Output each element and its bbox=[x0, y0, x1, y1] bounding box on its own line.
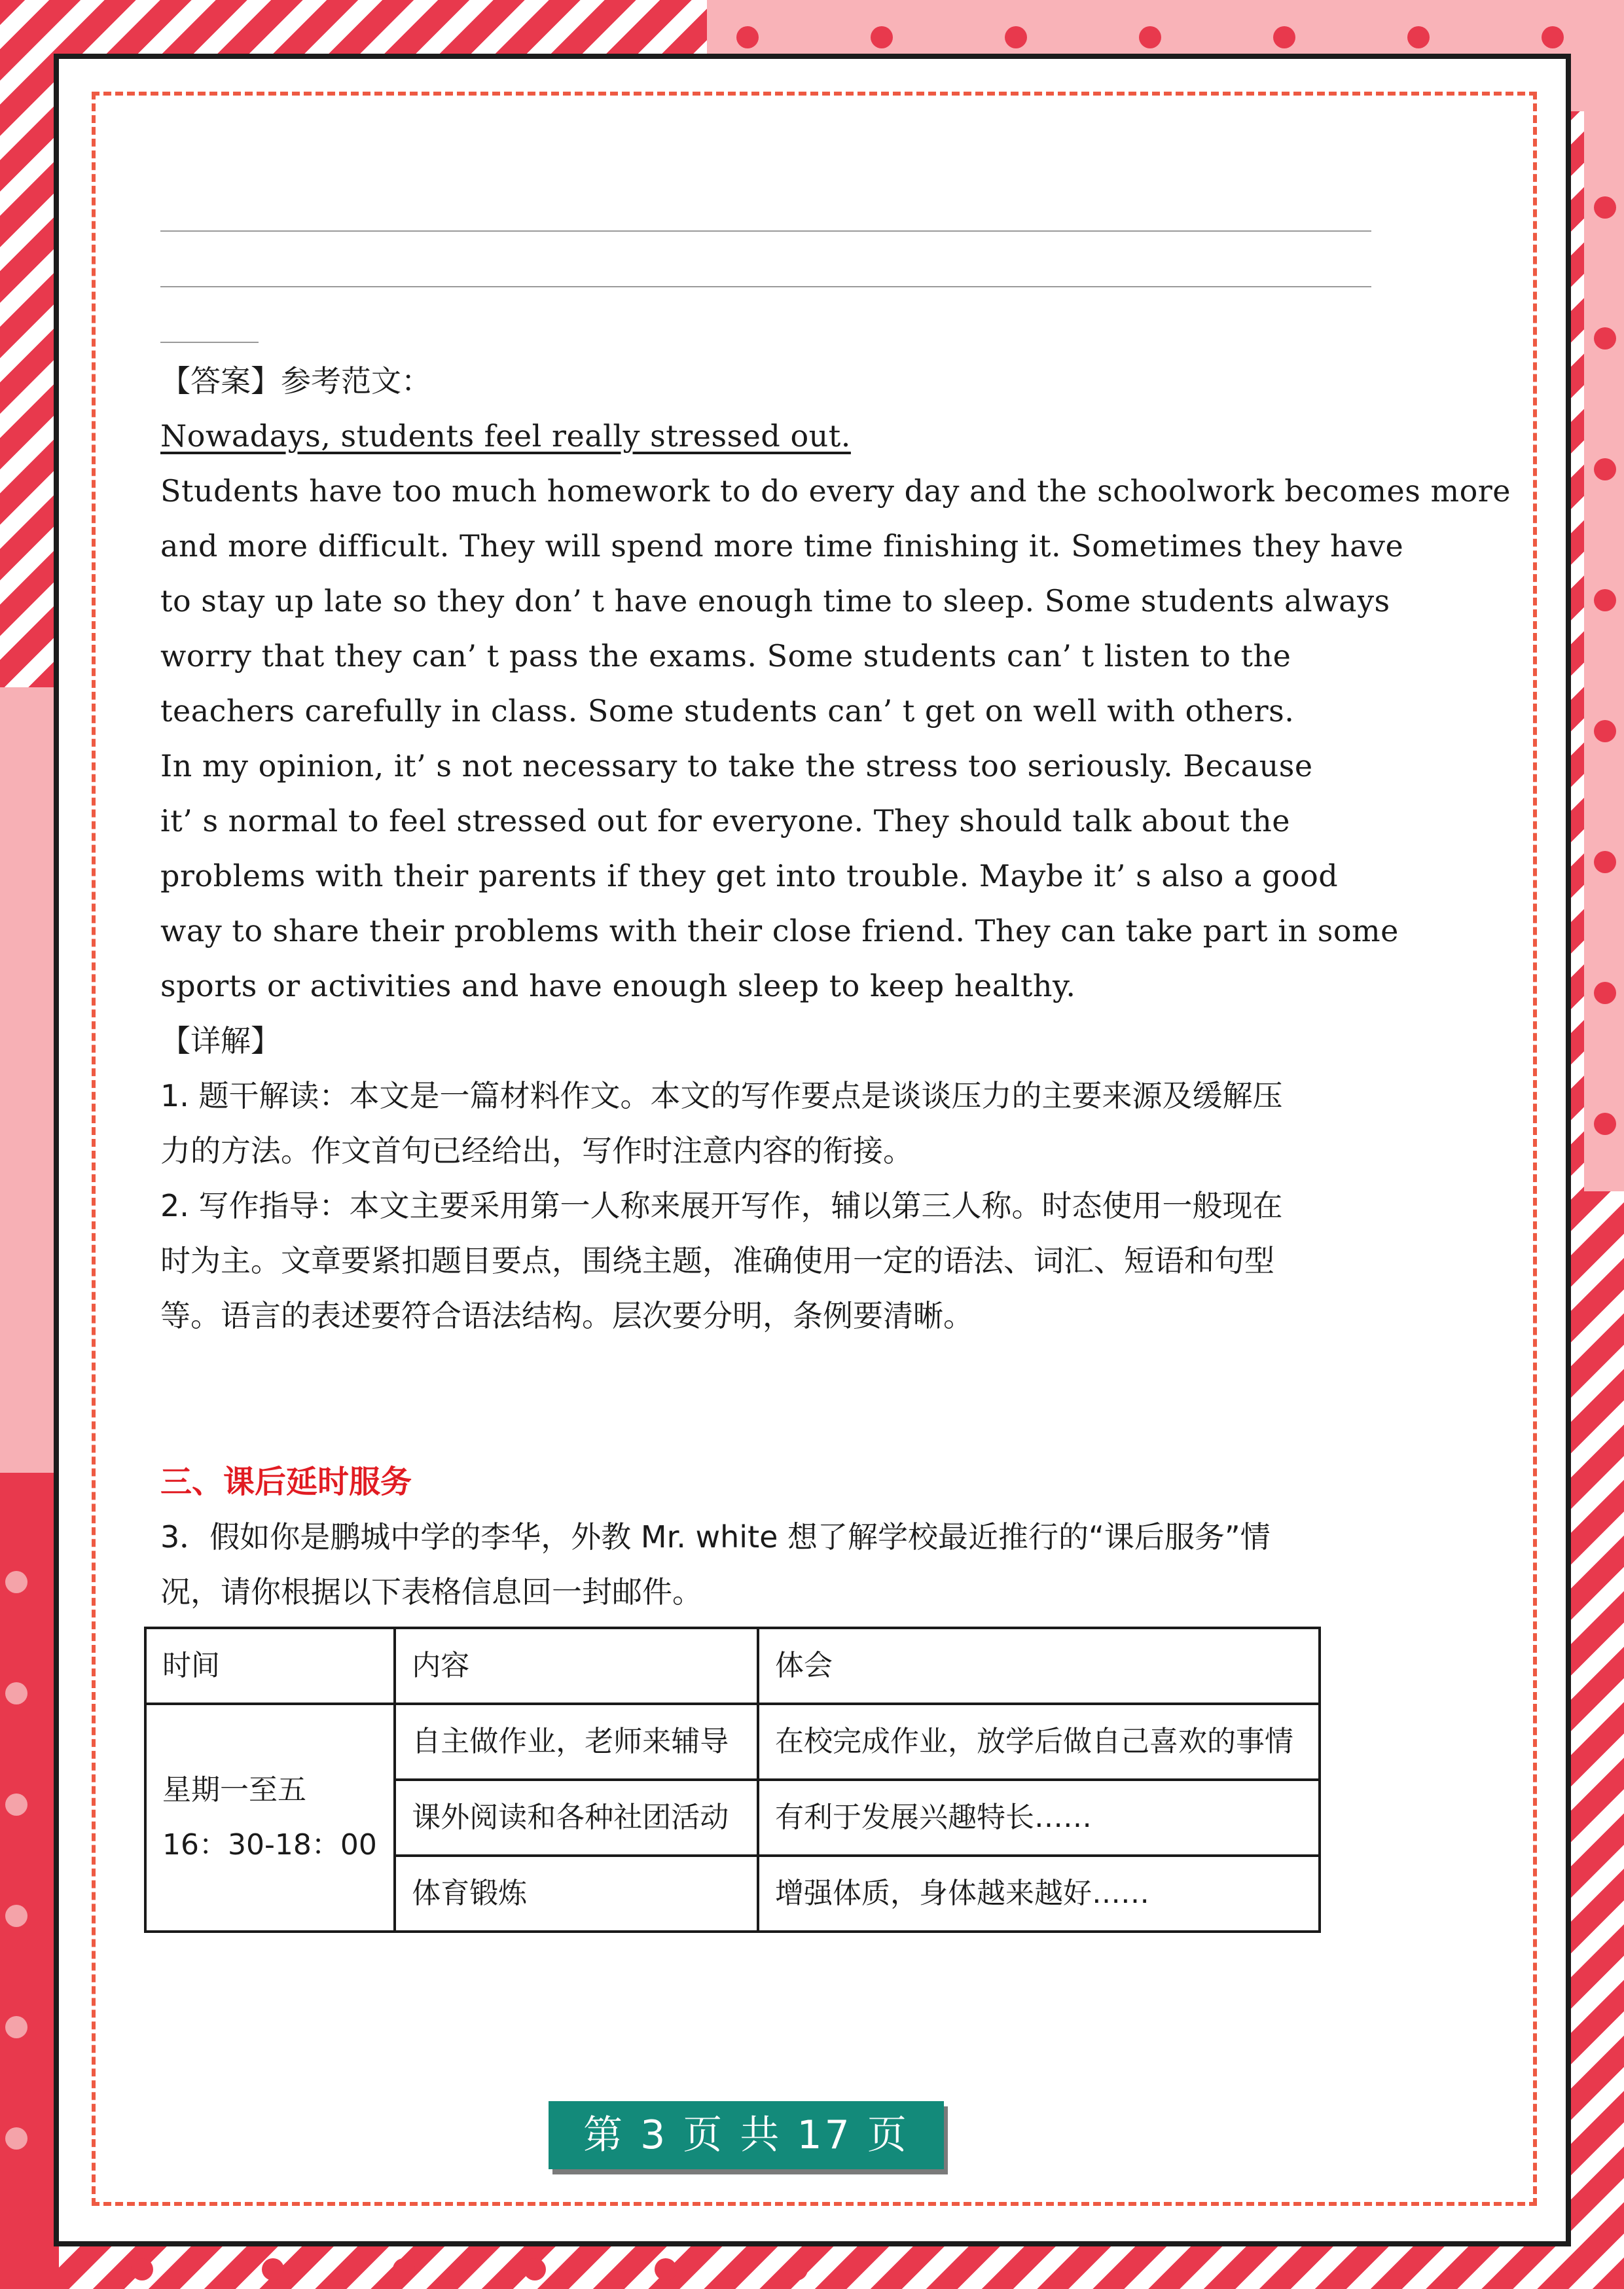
time-cell bbox=[145, 1704, 395, 1932]
table-header-row bbox=[145, 1628, 1320, 1704]
left-red-band bbox=[0, 1473, 59, 2289]
answer-line: to stay up late so they don’ t have enough time to sleep. Some students always bbox=[160, 583, 1390, 619]
answer-line: In my opinion, it’ s not necessary to take the stress too seriously. Because bbox=[160, 748, 1313, 784]
content-cell: 自主做作业，老师来辅导 bbox=[395, 1704, 758, 1780]
content-cell: 课外阅读和各种社团活动 bbox=[395, 1780, 758, 1856]
answer-first-sentence: Nowadays, students feel really stressed out. bbox=[160, 418, 851, 454]
question-line: 况，请你根据以下表格信息回一封邮件。 bbox=[160, 1574, 702, 1610]
header-feeling: 体会 bbox=[758, 1628, 1320, 1704]
feeling-cell: 增强体质，身体越来越好…… bbox=[758, 1856, 1320, 1932]
feeling-cell: 有利于发展兴趣特长…… bbox=[758, 1780, 1320, 1856]
answer-line: way to share their problems with their close friend. They can take part in some bbox=[160, 913, 1399, 948]
explain-heading: 【详解】 bbox=[160, 1023, 281, 1058]
table-row bbox=[145, 1704, 1320, 1780]
answer-line: problems with their parents if they get into trouble. Maybe it’ s also a good bbox=[160, 858, 1339, 893]
right-pink-band bbox=[1584, 111, 1624, 1191]
explain-line: 时为主。文章要紧扣题目要点，围绕主题，准确使用一定的语法、词汇、短语和句型 bbox=[160, 1243, 1274, 1278]
answer-line: sports or activities and have enough sleep to keep healthy. bbox=[160, 968, 1076, 1003]
section-3 bbox=[160, 1454, 1378, 1619]
explain-line: 2. 写作指导：本文主要采用第一人称来展开写作，辅以第三人称。时态使用一般现在 bbox=[160, 1188, 1283, 1223]
writing-line bbox=[160, 230, 1371, 232]
answer-line: teachers carefully in class. Some students can’ t get on well with others. bbox=[160, 693, 1295, 729]
explain-line: 1. 题干解读：本文是一篇材料作文。本文的写作要点是谈谈压力的主要来源及缓解压 bbox=[160, 1078, 1283, 1113]
page-number-badge: 第 3 页 共 17 页 bbox=[549, 2101, 944, 2169]
answer-section bbox=[160, 353, 1511, 1343]
writing-line bbox=[160, 342, 259, 343]
answer-line: worry that they can’ t pass the exams. Some students can’ t listen to the bbox=[160, 638, 1291, 674]
header-time: 时间 bbox=[145, 1628, 395, 1704]
explain-line: 等。语言的表述要符合语法结构。层次要分明，条例要清晰。 bbox=[160, 1298, 973, 1333]
answer-heading: 【答案】参考范文： bbox=[160, 363, 431, 399]
writing-line bbox=[160, 286, 1371, 287]
section-title: 三、课后延时服务 bbox=[160, 1464, 412, 1500]
answer-line: it’ s normal to feel stressed out for everyone. They should talk about the bbox=[160, 803, 1290, 838]
time-hours: 16：30-18：00 bbox=[162, 1828, 377, 1862]
service-table bbox=[144, 1627, 1321, 1933]
answer-line: and more difficult. They will spend more time finishing it. Sometimes they have bbox=[160, 528, 1404, 564]
question-line: 3．假如你是鹏城中学的李华，外教 Mr. white 想了解学校最近推行的“课后服务”情 bbox=[160, 1519, 1271, 1555]
answer-line: Students have too much homework to do every day and the schoolwork becomes more bbox=[160, 473, 1511, 509]
explain-line: 力的方法。作文首句已经给出，写作时注意内容的衔接。 bbox=[160, 1133, 913, 1168]
feeling-cell: 在校完成作业，放学后做自己喜欢的事情 bbox=[758, 1704, 1320, 1780]
header-content: 内容 bbox=[395, 1628, 758, 1704]
time-days: 星期一至五 bbox=[162, 1773, 306, 1807]
left-pink-band bbox=[0, 687, 59, 1473]
content-cell: 体育锻炼 bbox=[395, 1856, 758, 1932]
